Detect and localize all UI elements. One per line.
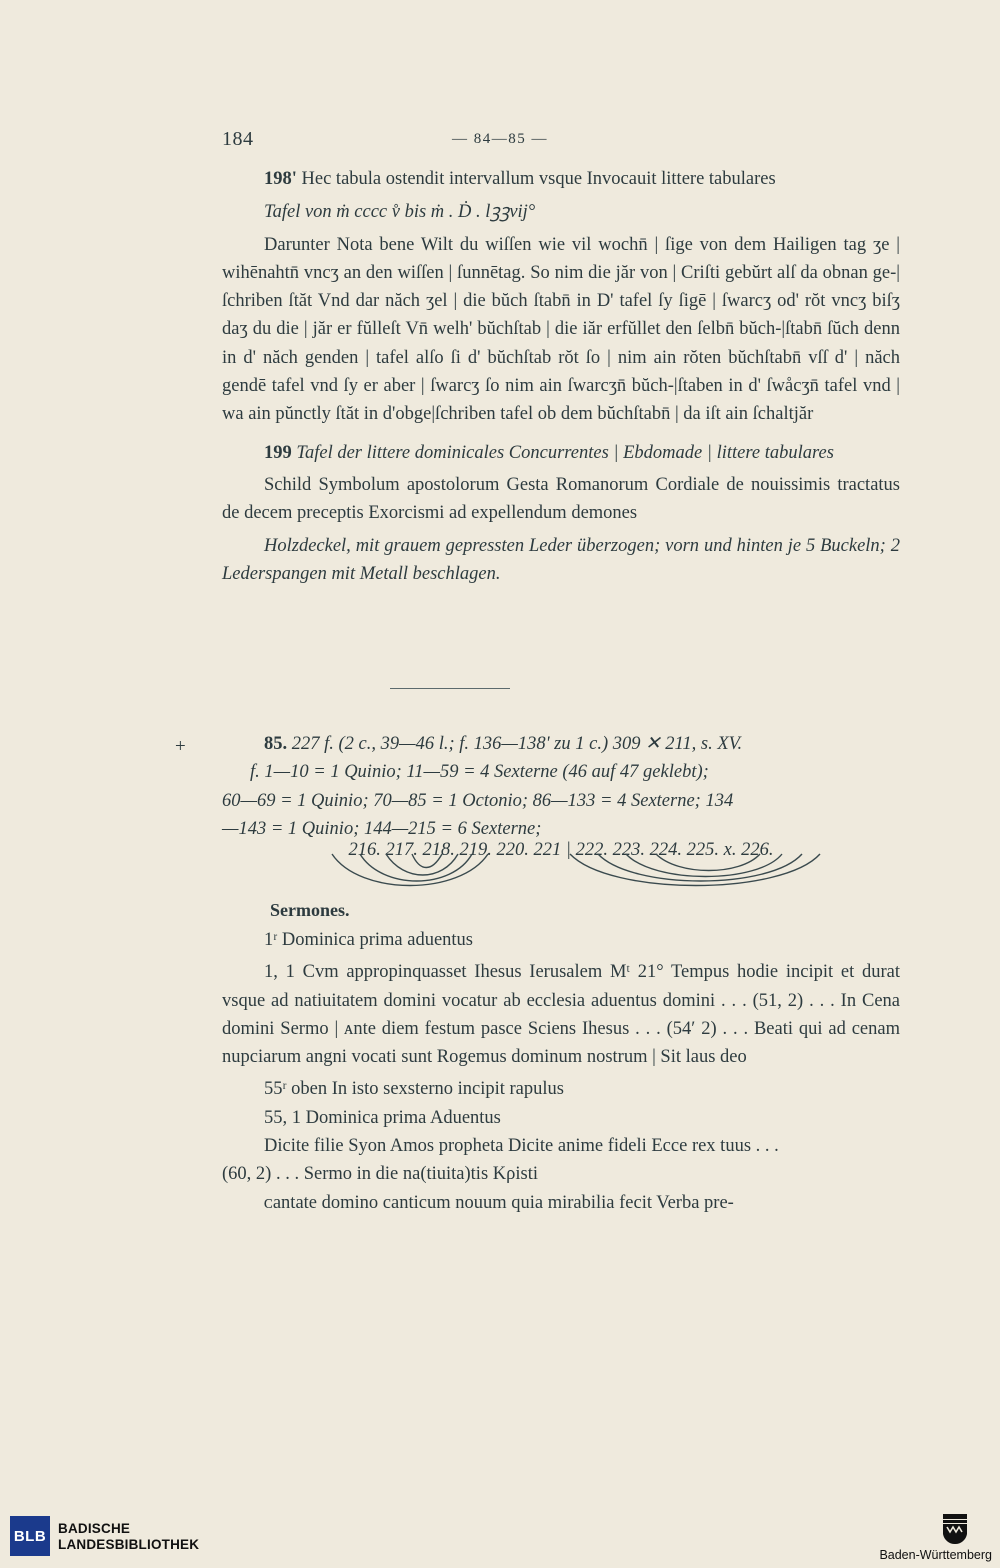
sermones-heading: Sermones. — [270, 900, 350, 920]
entry-199-number: 199 — [264, 442, 292, 463]
sermones-text-last: ᴄantate domino canticum nouum quia mirabilia fecit Verba pre- — [264, 1192, 734, 1213]
library-name-line2: LANDESBIBLIOTHEK — [58, 1537, 200, 1552]
sermones-block — [222, 926, 900, 1217]
library-name-line1: BADISCHE — [58, 1521, 131, 1536]
baden-wuerttemberg-crest-icon — [940, 1512, 970, 1546]
entry-85-collation-1: f. 1—10 = 1 Quinio; 11—59 = 4 Sexterne (46 auf 47 geklebt); — [250, 762, 709, 783]
entry-198-number: 198' — [264, 169, 297, 189]
sermones-text-55: Dicite filie Syon Amos propheta Dicite anime fideli Ecce rex tuus . . . — [264, 1136, 779, 1157]
sermones-item-55-1: 55, 1 Dominica prima Aduentus — [264, 1107, 501, 1128]
entry-199-line1: Tafel der littere dominicales Concurrentes | Ebdomade | littere tabulares — [296, 442, 834, 463]
section-divider — [390, 688, 510, 689]
quire-brace-diagram — [320, 852, 830, 898]
entry-85-collation-2: 60—69 = 1 Quinio; 70—85 = 1 Octonio; 86—133 = 4 Sexterne; 134 — [222, 790, 734, 811]
page-number: 184 — [222, 128, 254, 150]
library-name — [58, 1521, 199, 1553]
entry-198-paragraph: Darunter Nota bene Wilt du wiſſen wie vil wochn̄ | ſige von dem Hailigen tag ʒe | wihēnahtn̄ vncʒ an den wiſſen | ſunnētag. So nim die jăr von | Criſti gebŭrt alſ da obnan ge-|ſchriben ſtăt Vnd dar năch ʒel | die bŭch ſtabn̄ in D' tafel ſy ſigē | ſwarcʒ od' rŏt vncʒ biſʒ daʒ du die | jăr er fŭlleſt Vn̄ welh' bŭchſtab | die iăr erfŭllet den ſelbn̄ bŭch-|ſtabn̄ ſŭch denn in d' năch genden | tafel alſo ſi d' bŭchſtab rŏt ſo | nim ain rŏten bŭchſtabn̄ vſſ d' | năch gendē tafel vnd ſy er aber | ſwarcʒ ſo nim ain ſwarcʒn̄ bŭch-|ſtaben in d' ſwåcʒn̄ tafel vnd | wa ain pŭnctly ſtăt in d'obge|ſchriben tafel ob dem bŭchſtabn̄ | da iſt ain ſchaltjăr — [222, 234, 900, 425]
entry-198-line1: Hec tabula ostendit intervallum vsque Invocauit littere tabulares — [301, 169, 776, 189]
sermones-text-60: (60, 2) . . . Sermo in die na(tiuita)tis Kρisti — [222, 1164, 538, 1185]
entry-198-heading — [222, 165, 900, 193]
sermones-line-1r: 1ʳ Dominica prima aduentus — [264, 930, 474, 950]
sermones-line-55r: 55ʳ oben In isto sexsterno incipit rapulus — [264, 1079, 564, 1100]
entry-85-quire-numbers: 216. 217. 218. 219. 220. 221 | 222. 223. 224. 225. x. 226. — [348, 840, 774, 860]
entry-199-contents: Schild Symbolum apostolorum Gesta Romanorum Cordiale de nouissimis tractatus de decem preceptis Exorcismi ad expellendum demones — [222, 474, 900, 524]
page-signature: — 84—85 — — [452, 131, 548, 147]
entry-199-binding-note: Holzdeckel, mit grauem gepressten Leder überzogen; vorn und hinten je 5 Buckeln; 2 Lederspangen mit Metall beschlagen. — [222, 535, 900, 584]
entry-198-line2: Tafel von ṁ cccc v̊ bis ṁ . Ḋ . lꝫꝫvij° — [264, 202, 536, 223]
plus-marginal-mark: + — [175, 736, 186, 757]
entry-85-block — [222, 730, 900, 843]
entry-85-number: 85. — [264, 734, 288, 754]
entry-85-collation-3: —143 = 1 Quinio; 144—215 = 6 Sexterne; — [222, 818, 542, 839]
sermones-item-1-1: 1, 1 Cvm appropinquasset Ihesus Ierusalem Mᵗ 21° Tempus hodie incipit et durat vsque ad natiuitatem domini vocatur ab ecclesia aduentus domini . . . (51, 2) . . . In Cena domini Sermo | ᴀnte diem festum pasce Sciens Ihesus . . . (54′ 2) . . . Beati qui ad cenam nupciarum angni vocati sunt Rogemus dominum nostrum | Sit laus deo — [222, 962, 900, 1068]
entry-85-head — [222, 730, 900, 758]
state-label: Baden-Württemberg — [879, 1548, 992, 1562]
entry-85-description: 227 f. (2 c., 39—46 l.; f. 136—138' zu 1 c.) 309 ✕ 211, s. XV. — [291, 734, 743, 754]
blb-logo: BLB — [10, 1516, 50, 1556]
entry-199-heading — [222, 439, 900, 467]
main-text-column — [222, 165, 900, 588]
